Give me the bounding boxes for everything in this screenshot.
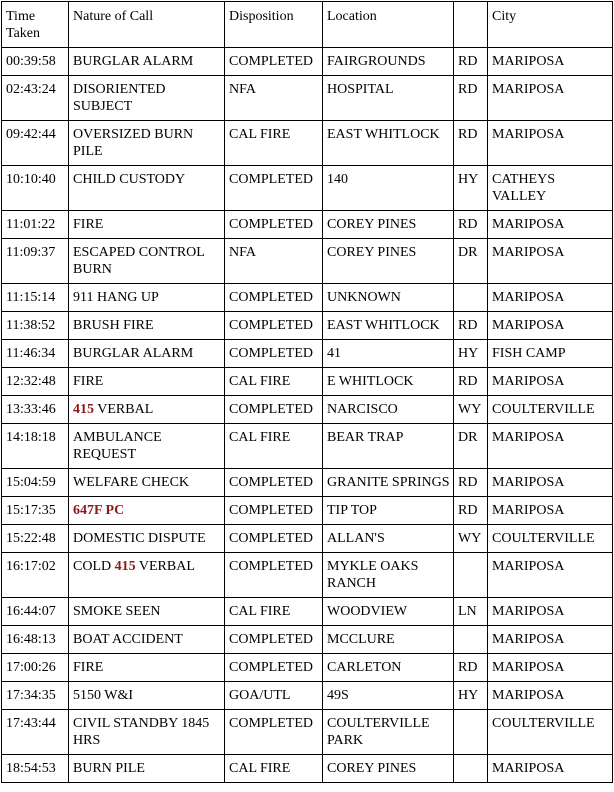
table-row — [2, 553, 613, 598]
cell-suffix: RD — [454, 368, 488, 396]
cell-time: 15:17:35 — [2, 497, 69, 525]
penal-code: 647F PC — [73, 503, 125, 518]
table-row — [2, 525, 613, 553]
cell-disposition: COMPLETED — [225, 396, 323, 424]
cell-time: 16:44:07 — [2, 598, 69, 626]
cell-time: 10:10:40 — [2, 166, 69, 211]
cell-city: MARIPOSA — [488, 553, 613, 598]
cell-time: 16:17:02 — [2, 553, 69, 598]
table-row — [2, 312, 613, 340]
cell-nature: WELFARE CHECK — [69, 469, 225, 497]
cell-time: 17:34:35 — [2, 682, 69, 710]
cell-time: 11:01:22 — [2, 211, 69, 239]
table-row — [2, 284, 613, 312]
cell-suffix — [454, 755, 488, 783]
penal-code: 415 — [114, 559, 136, 574]
cell-nature: BRUSH FIRE — [69, 312, 225, 340]
cell-city: MARIPOSA — [488, 211, 613, 239]
cell-city: MARIPOSA — [488, 469, 613, 497]
cell-location: 41 — [323, 340, 454, 368]
cell-suffix: WY — [454, 396, 488, 424]
cell-time: 15:04:59 — [2, 469, 69, 497]
cell-nature: DOMESTIC DISPUTE — [69, 525, 225, 553]
table-row — [2, 424, 613, 469]
cell-suffix: HY — [454, 340, 488, 368]
cell-disposition: NFA — [225, 76, 323, 121]
cell-suffix: RD — [454, 48, 488, 76]
cell-nature: OVERSIZED BURN PILE — [69, 121, 225, 166]
cell-location: COULTERVILLE PARK — [323, 710, 454, 755]
cell-location: COREY PINES — [323, 755, 454, 783]
cell-city: MARIPOSA — [488, 626, 613, 654]
cell-city: COULTERVILLE — [488, 710, 613, 755]
table-row — [2, 654, 613, 682]
cell-nature: 911 HANG UP — [69, 284, 225, 312]
cell-city: MARIPOSA — [488, 239, 613, 284]
cell-location: EAST WHITLOCK — [323, 312, 454, 340]
cell-time: 00:39:58 — [2, 48, 69, 76]
cell-time: 11:46:34 — [2, 340, 69, 368]
cell-disposition: GOA/UTL — [225, 682, 323, 710]
cell-location: WOODVIEW — [323, 598, 454, 626]
cell-time: 17:43:44 — [2, 710, 69, 755]
cell-city: CATHEYS VALLEY — [488, 166, 613, 211]
cell-location: COREY PINES — [323, 211, 454, 239]
header-row — [2, 2, 613, 48]
cell-nature: CHILD CUSTODY — [69, 166, 225, 211]
table-row — [2, 76, 613, 121]
cell-nature: BURGLAR ALARM — [69, 48, 225, 76]
cell-location: BEAR TRAP — [323, 424, 454, 469]
cell-disposition: COMPLETED — [225, 525, 323, 553]
cell-city: COULTERVILLE — [488, 525, 613, 553]
cell-suffix: RD — [454, 121, 488, 166]
cell-nature: CIVIL STANDBY 1845 HRS — [69, 710, 225, 755]
cell-city: MARIPOSA — [488, 312, 613, 340]
cell-disposition: COMPLETED — [225, 312, 323, 340]
cell-location: 140 — [323, 166, 454, 211]
cell-nature: 5150 W&I — [69, 682, 225, 710]
table-row — [2, 211, 613, 239]
cell-city: MARIPOSA — [488, 682, 613, 710]
cell-city: MARIPOSA — [488, 368, 613, 396]
cell-suffix: RD — [454, 497, 488, 525]
cell-nature: SMOKE SEEN — [69, 598, 225, 626]
table-row — [2, 368, 613, 396]
cell-nature: BURGLAR ALARM — [69, 340, 225, 368]
table-row — [2, 239, 613, 284]
cell-location: TIP TOP — [323, 497, 454, 525]
header-nature: Nature of Call — [69, 2, 225, 48]
cell-nature: FIRE — [69, 368, 225, 396]
cell-suffix: HY — [454, 166, 488, 211]
table-row — [2, 755, 613, 783]
table-row — [2, 710, 613, 755]
cell-suffix — [454, 284, 488, 312]
cell-suffix: RD — [454, 76, 488, 121]
table-row — [2, 396, 613, 424]
table-row — [2, 682, 613, 710]
cell-disposition: CAL FIRE — [225, 755, 323, 783]
cell-nature: BURN PILE — [69, 755, 225, 783]
cell-time: 12:32:48 — [2, 368, 69, 396]
cell-disposition: COMPLETED — [225, 626, 323, 654]
cell-time: 02:43:24 — [2, 76, 69, 121]
cell-time: 09:42:44 — [2, 121, 69, 166]
cell-disposition: COMPLETED — [225, 497, 323, 525]
cell-nature — [69, 497, 225, 525]
cell-suffix: HY — [454, 682, 488, 710]
cell-location: ALLAN'S — [323, 525, 454, 553]
cell-city: COULTERVILLE — [488, 396, 613, 424]
cell-time: 11:15:14 — [2, 284, 69, 312]
cell-time: 16:48:13 — [2, 626, 69, 654]
table-row — [2, 598, 613, 626]
cell-location: MYKLE OAKS RANCH — [323, 553, 454, 598]
cell-city: MARIPOSA — [488, 755, 613, 783]
cell-city: MARIPOSA — [488, 497, 613, 525]
cell-disposition: COMPLETED — [225, 48, 323, 76]
cell-location: MCCLURE — [323, 626, 454, 654]
table-row — [2, 497, 613, 525]
cell-disposition: CAL FIRE — [225, 368, 323, 396]
header-time: Time Taken — [2, 2, 69, 48]
cell-location: COREY PINES — [323, 239, 454, 284]
cell-disposition: COMPLETED — [225, 654, 323, 682]
cell-location: UNKNOWN — [323, 284, 454, 312]
cell-suffix: DR — [454, 239, 488, 284]
cell-city: MARIPOSA — [488, 654, 613, 682]
header-disposition: Disposition — [225, 2, 323, 48]
cell-disposition: COMPLETED — [225, 211, 323, 239]
table-row — [2, 166, 613, 211]
cell-location: CARLETON — [323, 654, 454, 682]
table-row — [2, 626, 613, 654]
cell-city: MARIPOSA — [488, 48, 613, 76]
cell-nature — [69, 553, 225, 598]
cell-location: GRANITE SPRINGS — [323, 469, 454, 497]
cell-time: 18:54:53 — [2, 755, 69, 783]
cell-nature — [69, 396, 225, 424]
call-log-table — [1, 1, 613, 783]
nature-prefix: COLD — [73, 559, 115, 574]
cell-nature: BOAT ACCIDENT — [69, 626, 225, 654]
cell-location: NARCISCO — [323, 396, 454, 424]
table-row — [2, 340, 613, 368]
cell-suffix — [454, 553, 488, 598]
cell-nature: FIRE — [69, 211, 225, 239]
cell-time: 15:22:48 — [2, 525, 69, 553]
nature-suffix: VERBAL — [135, 559, 195, 574]
header-city: City — [488, 2, 613, 48]
cell-nature: FIRE — [69, 654, 225, 682]
cell-time: 13:33:46 — [2, 396, 69, 424]
table-row — [2, 469, 613, 497]
cell-city: MARIPOSA — [488, 598, 613, 626]
cell-time: 11:09:37 — [2, 239, 69, 284]
cell-time: 14:18:18 — [2, 424, 69, 469]
cell-disposition: COMPLETED — [225, 284, 323, 312]
cell-disposition: CAL FIRE — [225, 598, 323, 626]
penal-code: 415 — [73, 402, 94, 417]
cell-disposition: COMPLETED — [225, 166, 323, 211]
header-location: Location — [323, 2, 454, 48]
cell-disposition: NFA — [225, 239, 323, 284]
cell-suffix — [454, 626, 488, 654]
cell-suffix: RD — [454, 469, 488, 497]
cell-suffix: RD — [454, 211, 488, 239]
cell-suffix: DR — [454, 424, 488, 469]
cell-nature: ESCAPED CONTROL BURN — [69, 239, 225, 284]
cell-city: MARIPOSA — [488, 76, 613, 121]
cell-disposition: COMPLETED — [225, 710, 323, 755]
cell-location: EAST WHITLOCK — [323, 121, 454, 166]
cell-disposition: COMPLETED — [225, 340, 323, 368]
table-row — [2, 48, 613, 76]
nature-suffix: VERBAL — [94, 402, 154, 417]
cell-disposition: CAL FIRE — [225, 424, 323, 469]
cell-suffix: WY — [454, 525, 488, 553]
header-suffix — [454, 2, 488, 48]
cell-disposition: CAL FIRE — [225, 121, 323, 166]
cell-time: 17:00:26 — [2, 654, 69, 682]
cell-city: MARIPOSA — [488, 424, 613, 469]
cell-location: FAIRGROUNDS — [323, 48, 454, 76]
cell-location: E WHITLOCK — [323, 368, 454, 396]
cell-disposition: COMPLETED — [225, 553, 323, 598]
cell-disposition: COMPLETED — [225, 469, 323, 497]
cell-suffix: RD — [454, 312, 488, 340]
cell-time: 11:38:52 — [2, 312, 69, 340]
cell-location: 49S — [323, 682, 454, 710]
cell-nature: AMBULANCE REQUEST — [69, 424, 225, 469]
call-log-body — [2, 2, 613, 783]
cell-nature: DISORIENTED SUBJECT — [69, 76, 225, 121]
cell-city: FISH CAMP — [488, 340, 613, 368]
cell-suffix — [454, 710, 488, 755]
cell-city: MARIPOSA — [488, 121, 613, 166]
cell-suffix: RD — [454, 654, 488, 682]
cell-suffix: LN — [454, 598, 488, 626]
cell-location: HOSPITAL — [323, 76, 454, 121]
cell-city: MARIPOSA — [488, 284, 613, 312]
table-row — [2, 121, 613, 166]
